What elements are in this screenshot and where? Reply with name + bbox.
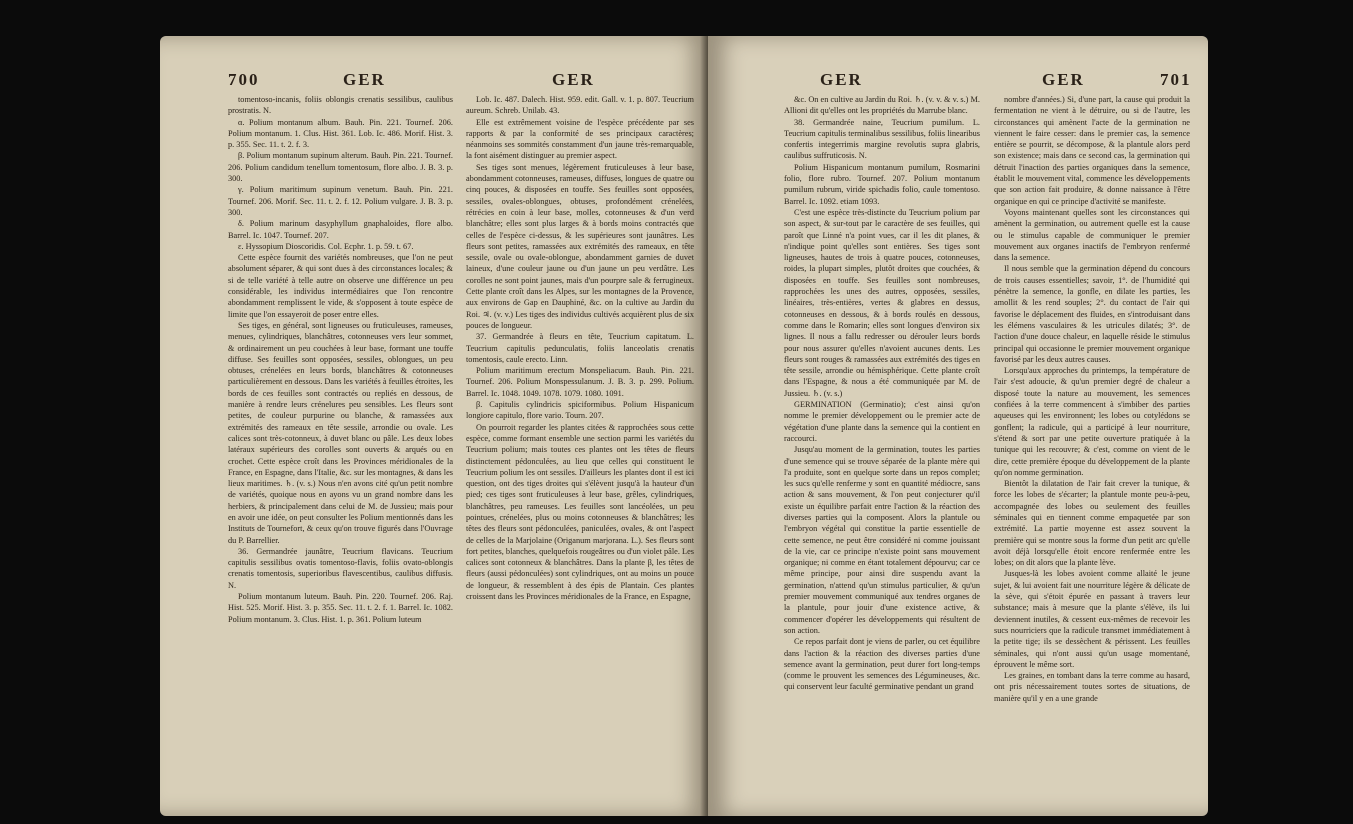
paragraph: 36. Germandrée jaunâtre, Teucrium flavicans. Teucrium capitulis sessilibus ovatis tomentoso-flavis, foliis ovato-oblongis crenatis tomentosis, superioribus flavescentibus, caulibus diffusis. N. <box>228 546 453 590</box>
paragraph: C'est une espèce très-distincte du Teucrium polium par son aspect, & sur-tout par le caractère de ses feuilles, qui paroît que Linné n'a point vues, car il les dit planes, & n'indique point qu'elles sont entières. Ses tiges sont ligneuses, hautes de trois à quatre pouces, cotonneuses, roides, la plupart simples, plutôt droites que couchées, & disposées en touffe. Ses feuilles sont nombreuses, rapprochées les unes des autres, opposées, sessiles, linéaires, très-entières, vertes & glabres en dessus, cotonneuses en dessous, & à bords roulés en dessous, comme dans le Romarin; elles sont longues d'environ six lignes. Il nous a fallu redresser ou dérouler leurs bords pour nous assurer qu'elles n'avoient aucunes dents. Les fleurs sont rouges & ramassées aux extrémités des tiges en tête sessile, arrondie ou hémisphérique. Cette plante croît dans l'Espagne, & nous a été communiquée par M. de Jussieu. ♄. (v. s.) <box>784 207 980 398</box>
right-column-2 <box>994 94 1190 704</box>
paragraph: Ses tiges, en général, sont ligneuses ou fruticuleuses, rameuses, menues, cylindriques, blanchâtres, cotonneuses vers leur sommet, & ordinairement un peu couchées à leur base, formant une touffe diffuse. Ses feuilles sont opposées, sessiles, oblongues, un peu obtuses, crénelées en leurs bords, blanchâtres & cotonneuses particulièrement en dessous. Dans les variétés à feuilles étroites, les bords de ces feuilles sont contractés ou repliés en dessous, de manière à rendre leurs crénelures peu sensibles. Les fleurs sont petites, de couleur purpurine ou blanche, & ramassées aux extrémités des rameaux en tête sessile, arrondie ou ovale. Les calices sont très-cotonneux, à duvet blanc ou pâle. Les deux lobes latéraux supérieurs des corolles sont ouverts & arqués ou en crochet. Cette espèce croît dans les Provinces méridionales de la France, en Espagne, dans l'Italie, &c. sur les montagnes, & dans les lieux maritimes. ♄. (v. s.) Nous n'en avons cité qu'un petit nombre de variétés, quoique nous en ayons vu un grand nombre dans les herbiers, & principalement dans celui de M. de Jussieu; mais pour en avoir une idée, on peut consulter les Polium mentionnés dans les Instituts de Tournefort, & ceux qu'on trouve figurés dans l'Ouvrage du P. Barrellier. <box>228 320 453 545</box>
paragraph: tomentoso-incanis, foliis oblongis crenatis sessilibus, caulibus prostratis. N. <box>228 95 453 116</box>
paragraph: &c. On en cultive au Jardin du Roi. ♄. (v. v. & v. s.) M. Allioni dit qu'elles ont les propriétés du Marrube blanc. <box>784 95 980 116</box>
left-column-1 <box>228 94 453 625</box>
paragraph: Polium Hispanicum montanum pumilum, Rosmarini folio, flore rubro. Tournef. 207. Polium montanum pumilum rubrum, viride spichadis folio, caule tomentoso. Barrel. Ic. 1092. etiam 1093. <box>784 162 980 206</box>
right-running-head: GER <box>820 70 863 89</box>
left-column-2 <box>466 94 694 602</box>
paragraph: Polium montanum luteum. Bauh. Pin. 220. Tournef. 206. Raj. Hist. 525. Morif. Hist. 3. p. 355. Sec. 11. t. 2. f. 1. Barrel. Ic. 1082. Polium montanum. 3. Clus. Hist. 1. p. 361. Polium luteum <box>228 592 453 624</box>
paragraph: δ. Polium marinum dasyphyllum gnaphaloides, flore albo. Barrel. Ic. 1047. Tournef. 207. <box>228 219 453 240</box>
right-running-head-2: GER <box>1042 70 1085 89</box>
paragraph: Polium maritimum erectum Monspeliacum. Bauh. Pin. 221. Tournef. 206. Polium Monspessulanum. J. B. 3. p. 299. Polium. Barrel. Ic. 1048. 1049. 1078. 1079. 1080. 1091. <box>466 366 694 398</box>
right-page <box>708 36 1208 816</box>
left-page-number: 700 <box>228 70 260 89</box>
right-column-1 <box>784 94 980 693</box>
paragraph: 37. Germandrée à fleurs en tête, Teucrium capitatum. L. Teucrium capitulis pedunculatis, foliis lanceolatis crenatis tomentosis, caule erecto. Linn. <box>466 332 694 364</box>
paragraph: Jusqu'au moment de la germination, toutes les parties d'une semence qui se trouve séparée de la plante mère qui l'a produite, sont en quelque sorte dans un repos complet; les sucs qu'elle renferme y sont en quantité médiocre, sans action & sans mouvement, & l'on peut conjecturer qu'il existe un équilibre parfait entre l'action & la réaction des diverses parties qui la composent. Alors la plantule ou l'embryon végétal qui constitue la partie essentielle de cette semence, ne peut être considéré ni comme jouissant de la vie, car ce principe n'existe point sans mouvement organique; ni comme en étant totalement dépourvu; car ce même principe, pour ainsi dire suspendu avant la germination, n'attend qu'un stimulus particulier, & qu'un premier mouvement communiqué aux tendres organes de la plantule, pour jouir d'une existence active, & commencer d'opérer les développements qui résultent de son action. <box>784 445 980 635</box>
paragraph: Voyons maintenant quelles sont les circonstances qui amènent la germination, ou autrement quelle est la cause ou le stimulus capable de communiquer le premier mouvement aux organes inactifs de l'embryon renfermé dans la semence. <box>994 207 1190 263</box>
paragraph: Il nous semble que la germination dépend du concours de trois causes essentielles; savoir, 1°. de l'humidité qui pénètre la semence, la gonfle, en dilate les parties, les amollit & les rend souples; 2°. du contact de l'air qui favorise le déplacement des fluides, en s'introduisant dans les élémens vasculaires & les utricules dilatés; 3°. de l'action d'une douce chaleur, en laquelle réside le stimulus principal qui occasionne le premier mouvement organique favorisé par les deux autres causes. <box>994 264 1190 364</box>
paragraph: β. Capitulis cylindricis spiciformibus. Polium Hispanicum longiore capitulo, flore vario. Tourn. 207. <box>466 400 694 421</box>
paragraph: Cette espèce fournit des variétés nombreuses, que l'on ne peut absolument séparer, & qui sont dues à des circonstances locales; & si de telle variété à telle autre on observe une différence un peu considérable, les individus intermédiaires que l'on rencontre abondamment remplissent le vide, & s'opposent à toute espèce de limite que l'on essayeroit de poser entre elles. <box>228 253 453 319</box>
paragraph: Ses tiges sont menues, légèrement fruticuleuses à leur base, abondamment cotonneuses, rameuses, diffuses, longues de quatre ou cinq pouces, & disposées en touffe. Ses feuilles sont opposées, sessiles, ovales-oblongues, obtuses, profondément crénelées, rétrécies en coin à leur base, molles, cotonneuses & d'un verd blanchâtre; elles sont plus larges & à bords moins contractés que celles de l'espèce ci-dessus, & les supérieures sont jaunâtres. Les fleurs sont petites, ramassées aux extrémités des rameaux, en tête sessile, ovale ou ovale-oblongue, abondamment garnies de duvet laineux, d'une couleur jaune ou d'un jaune un peu verdâtre. Les corolles ne sont point jaunes, mais d'un pourpre sale & ferrugineux. Cette plante croît dans les Alpes, sur les montagnes de la Provence, aux environs de Gap en Dauphiné, &c. on la cultive au Jardin du Roi. ♃. (v. v.) Les tiges des individus cultivés acquièrent plus de six pouces de longueur. <box>466 162 694 330</box>
left-running-head: GER <box>343 70 386 89</box>
paragraph: ε. Hyssopium Dioscoridis. Col. Ecphr. 1. p. 59. t. 67. <box>238 241 414 251</box>
paragraph: On pourroit regarder les plantes citées & rapprochées sous cette espèce, comme formant ensemble une section parmi les variétés du Teucrium polium; mais toutes ces plantes ont les têtes de fleurs distinctement pédonculées, au lieu que celles qui constituent le Teucrium polium les ont sessiles. D'ailleurs les plantes dont il est ici question, ont des tiges droites qui s'élèvent jusqu'à la hauteur d'un pied; ces tiges sont fruticuleuses à leur base, grêles, cylindriques, blanchâtres, peu rameuses. Les feuilles sont lancéolées, un peu pointues, crénelées, plus ou moins cotonneuses & blanchâtres; les têtes des fleurs sont pédonculées, paniculées, ovales, & ont l'aspect de celles de la Marjolaine (Origanum marjorana. L.). Ses fleurs sont fort petites, blanches, quelquefois rougeâtres ou d'un violet pâle. Les calices sont cotonneux & blanchâtres. Dans la plante β, les têtes de fleurs (aussi pédonculées) sont cylindriques, ont au moins un pouce de longueur, & ressemblent à des épis de Plantain. Ces plantes croissent dans les Provinces méridionales de la France, en Espagne, <box>466 422 694 602</box>
paragraph: Ce repos parfait dont je viens de parler, ou cet équilibre dans l'action & la réaction des diverses parties d'une semence avant la germination, peut durer fort long-temps (comme le prouvent les semences des Légumineuses, &c. qui conservent leur faculté germinative pendant un grand <box>784 637 980 692</box>
paragraph: Les graines, en tombant dans la terre comme au hasard, ont pris nécessairement toutes sortes de situations, de manière qu'il y en a une grande <box>994 671 1190 703</box>
paragraph: Lorsqu'aux approches du printemps, la température de l'air s'est adoucie, & qu'un premier degré de chaleur a disposé toute la nature au mouvement, les semences confiées à la terre commencent à s'imbiber des parties aqueuses qui les environnent; les lobes ou cotylédons se gonflent; la radicule, qui a participé à leur nourriture, s'étend & sort par une petite ouverture pratiquée à la tunique qui les recouvre; & c'est, comme on vient de le dire, cette première époque du développement de la plante qu'on nomme germination. <box>994 366 1190 477</box>
paragraph: Jusques-là les lobes avoient comme allaité le jeune sujet, & lui avoient fait une nourriture légère & délicate de la sève, qui s'étoit épurée en passant à travers leur substance; mais à mesure que la plante s'élève, ils lui deviennent inutiles, & cessent eux-mêmes de recevoir les sucs nourriciers que la radicule transmet immédiatement à la petite tige; ils se dessèchent & périssent. Les feuilles séminales, qui n'ont aussi qu'un usage momentané, éprouvent le même sort. <box>994 569 1190 669</box>
paragraph: 38. Germandrée naine, Teucrium pumilum. L. Teucrium capitulis terminalibus sessilibus, foliis linearibus confertis integerrimis margine revolutis supra glabris, caulibus suffruticosis. N. <box>784 117 980 161</box>
paragraph: Lob. Ic. 487. Dalech. Hist. 959. edit. Gall. v. 1. p. 807. Teucrium aureum. Schreb. Unilab. 43. <box>466 95 694 116</box>
right-page-number: 701 <box>1160 70 1192 89</box>
paragraph: nombre d'années.) Si, d'une part, la cause qui produit la fermentation ne vient à le détruire, ou si de l'autre, les circonstances qui amènent l'acte de la germination ne viennent le faire cesser: dans le premier cas, la semence entière se pourrit, se décompose, & la plantule alors perd son existence; mais dans ce second cas, la germination qui détruit l'inaction des parties organiques dans la semence, établit le mouvement vital, commence les développements que son action fait produire, & donne naissance à l'être organique en qui ce principe d'activité se manifeste. <box>994 95 1190 206</box>
paragraph: Elle est extrêmement voisine de l'espèce précédente par ses rapports & par la conformité de ses principaux caractères; néanmoins ses sommités constamment d'un jaune très-remarquable, la font aisément distinguer au premier aspect. <box>466 117 694 161</box>
paragraph: Bientôt la dilatation de l'air fait crever la tunique, & force les lobes de s'écarter; la plantule monte peu-à-peu, accompagnée des lobes ou seulement des feuilles séminales qui en tiennent comme empaquetée par son extrémité. La partie moyenne est assez souvent la première qui se montre sous la forme d'un petit arc qu'elle avoit déjà lorsqu'elle étoit encore renfermée entre les lobes; on dit alors que la plante lève. <box>994 479 1190 568</box>
paragraph: GERMINATION (Germinatio); c'est ainsi qu'on nomme le premier développement ou le premier acte de végétation d'une plante dans la semence qui la contient en raccourci. <box>784 400 980 443</box>
paragraph: β. Polium montanum supinum alterum. Bauh. Pin. 221. Tournef. 206. Polium candidum tenellum tomentosum, flore albo. J. B. 3. p. 300. <box>228 151 453 184</box>
paragraph: α. Polium montanum album. Bauh. Pin. 221. Tournef. 206. Polium montanum. 1. Clus. Hist. 361. Lob. Ic. 486. Morif. Hist. 3. p. 355. Sec. 11. t. 2. f. 3. <box>228 117 453 150</box>
left-page <box>160 36 708 816</box>
paragraph: γ. Polium maritimum supinum venetum. Bauh. Pin. 221. Tournef. 206. Morif. Sec. 11. t. 2. f. 12. Polium vulgare. J. B. 3. p. 300. <box>228 185 453 217</box>
left-running-head-2: GER <box>552 70 595 89</box>
